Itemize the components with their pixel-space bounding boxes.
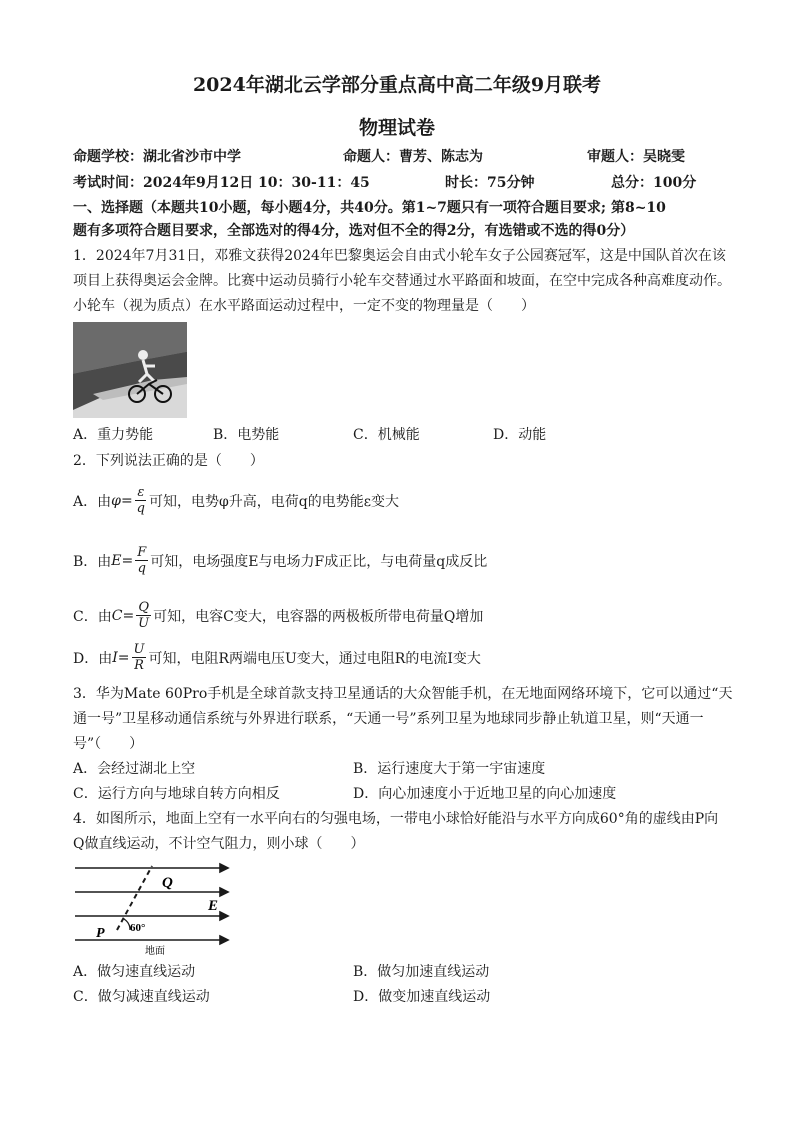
q1-stem-line2: 项目上获得奥运会金牌。比赛中运动员骑行小轮车交替通过水平路面和坡面，在空中完成各种高难度动作。: [73, 273, 731, 289]
q4-option-d[interactable]: D．做变加速直线运动: [353, 989, 491, 1005]
q2-b-text: 可知，电场强度E与电场力F成正比，与电荷量q成反比: [150, 553, 488, 570]
q1-option-a[interactable]: A．重力势能: [73, 427, 154, 443]
q2-b-equals: =: [121, 552, 134, 569]
q2-d-numerator: U: [133, 642, 145, 657]
q4-option-b[interactable]: B．做匀加速直线运动: [353, 964, 490, 980]
q2-a-equals: =: [120, 492, 133, 509]
exam-subtitle: 物理试卷: [358, 117, 435, 139]
q2-a-numerator: ε: [137, 485, 145, 500]
q4-stem-line1: 4．如图所示，地面上空有一水平向右的匀强电场，一带电小球恰好能沿与水平方向成60°角的虚线由P向: [73, 811, 719, 827]
q2-option-c[interactable]: [73, 600, 483, 631]
q1-option-d[interactable]: D．动能: [493, 427, 547, 443]
q2-d-text: 可知，电阻R两端电压U变大，通过电阻R的电流I变大: [148, 650, 481, 667]
label-e: E: [208, 898, 219, 914]
q2-c-numerator: Q: [138, 600, 149, 615]
reviewer-label: 审题人：吴晓雯: [587, 149, 685, 165]
q2-a-lhs: φ: [111, 492, 121, 509]
q1-option-b[interactable]: B．电势能: [213, 427, 280, 443]
q4-stem-line2: Q做直线运动，不计空气阻力，则小球（ ）: [73, 836, 365, 852]
q2-d-fraction: [132, 642, 147, 673]
q4-option-c[interactable]: C．做匀减速直线运动: [73, 989, 210, 1005]
q3-option-b[interactable]: B．运行速度大于第一宇宙速度: [353, 761, 546, 777]
exam-title: 2024年湖北云学部分重点高中高二年级9月联考: [192, 74, 602, 96]
q2-option-b[interactable]: [73, 545, 487, 576]
q2-c-text: 可知，电容C变大，电容器的两极板所带电荷量Q增加: [153, 608, 484, 625]
q2-b-lhs: E: [111, 552, 122, 569]
time-label: 考试时间：2024年9月12日 10：30-11：45: [73, 175, 370, 191]
q2-a-text: 可知，电势φ升高，电荷q的电势能ε变大: [149, 493, 400, 510]
q3-option-c[interactable]: C．运行方向与地球自转方向相反: [73, 786, 280, 802]
q2-stem: 2．下列说法正确的是（ ）: [73, 453, 264, 469]
label-angle: 60°: [130, 922, 146, 934]
trajectory-dashed-line: [117, 866, 152, 930]
q2-b-numerator: F: [137, 545, 147, 560]
q1-stem-line1: 1．2024年7月31日，邓雅文获得2024年巴黎奥运会自由式小轮车女子公园赛冠军，这是中国队首次在该: [73, 248, 726, 264]
q3-option-d[interactable]: D．向心加速度小于近地卫星的向心加速度: [353, 786, 617, 802]
duration-label: 时长：75分钟: [445, 175, 535, 191]
author-label: 命题人：曹芳、陈志为: [343, 149, 483, 165]
section1-instructions-line1: 一、选择题（本题共10小题，每小题4分，共40分。第1~7题只有一项符合题目要求; 第8~10: [73, 200, 666, 216]
q2-b-prefix: B．由: [73, 553, 112, 570]
q2-d-prefix: D．由: [73, 650, 113, 667]
q2-c-prefix: C．由: [73, 608, 112, 625]
q2-c-equals: =: [122, 607, 135, 624]
q2-a-prefix: A．由: [73, 493, 112, 510]
q2-a-fraction: [135, 485, 147, 516]
label-q: Q: [162, 875, 173, 891]
q3-stem-line2: 通一号”卫星移动通信系统与外界进行联系，“天通一号”系列卫星为地球同步静止轨道卫星，则“天通一: [73, 711, 704, 727]
q2-c-fraction: [136, 600, 151, 631]
score-label: 总分：100分: [611, 175, 697, 191]
q2-option-a[interactable]: [73, 485, 399, 516]
bmx-photo-illustration: [73, 322, 187, 418]
q2-b-denominator: q: [137, 561, 146, 576]
q2-d-denominator: R: [134, 658, 144, 673]
q4-field-diagram: [70, 858, 240, 958]
q3-option-a[interactable]: A．会经过湖北上空: [73, 761, 196, 777]
q2-d-lhs: I: [112, 649, 118, 666]
q4-option-a[interactable]: A．做匀速直线运动: [73, 964, 196, 980]
section1-instructions-line2: 题有多项符合题目要求，全部选对的得4分，选对但不全的得2分，有选错或不选的得0分）: [73, 223, 635, 239]
q3-stem-line3: 号”（ ）: [73, 736, 144, 752]
q2-c-denominator: U: [138, 616, 150, 631]
q2-c-lhs: C: [111, 607, 123, 624]
label-p: P: [96, 926, 105, 941]
label-ground: 地面: [145, 946, 165, 957]
q1-option-c[interactable]: C．机械能: [353, 427, 420, 443]
school-label: 命题学校：湖北省沙市中学: [73, 149, 241, 165]
q2-option-d[interactable]: [73, 642, 481, 673]
q1-stem-line3: 小轮车（视为质点）在水平路面运动过程中，一定不变的物理量是（ ）: [73, 298, 535, 314]
q2-a-denominator: q: [136, 501, 145, 516]
q2-b-fraction: [135, 545, 148, 576]
q3-stem-line1: 3．华为Mate 60Pro手机是全球首款支持卫星通话的大众智能手机，在无地面网络环境下，它可以通过“天: [73, 686, 733, 702]
bmx-rider-photo: [73, 322, 187, 418]
q2-d-equals: =: [117, 649, 130, 666]
